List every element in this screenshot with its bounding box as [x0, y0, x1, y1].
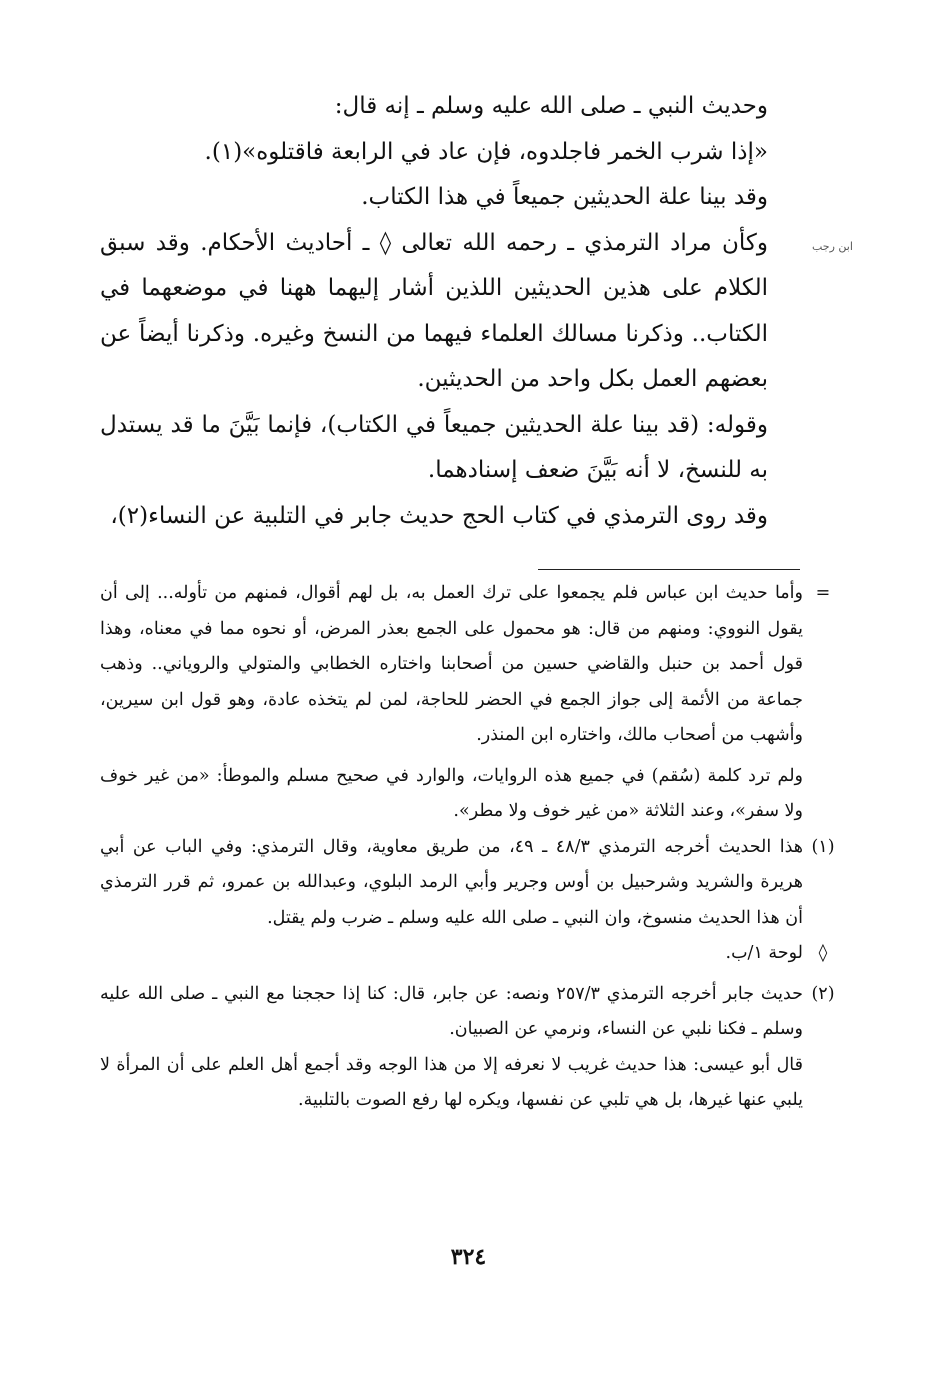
footnote-2-continued: قال أبو عيسى: هذا حديث غريب لا نعرفه إلا من هذا الوجه وقد أجمع أهل العلم على أن المرأة لا يلبي عنها غيرها، بل هي تلبي عن نفسها، ويكره لها رفع الصوت بالتلبية.: [100, 1054, 803, 1110]
footnote-2: [100, 977, 835, 1048]
folio-mark: ◊: [818, 943, 828, 963]
main-paragraph-4: وكأن مراد الترمذي ـ رحمه الله تعالى ◊ ـ أحاديث الأحكام. وقد سبق الكلام على هذين الحديثين اللذين أشار إليهما ههنا في موضعهما في الكتاب.. وذكرنا مسالك العلماء فيهما من النسخ وغيره. وذكرنا أيضاً عن بعضهم العمل بكل واحد من الحديثين.: [100, 229, 768, 392]
footnote-1: [100, 830, 835, 937]
main-paragraph-1: وحديث النبي ـ صلى الله عليه وسلم ـ إنه قال:: [334, 93, 768, 119]
continuation-mark: =: [815, 583, 831, 603]
main-paragraph-5: وقوله: (قد بينا علة الحديثين جميعاً في الكتاب)، فإنما بَيَّنَ ما قد يستدل به للنسخ، لا أنه بَيَّنَ ضعف إسنادهما.: [100, 411, 768, 483]
footnote-folio: [100, 936, 828, 972]
footnote-1-text: هذا الحديث أخرجه الترمذي ٤٨/٣ ـ ٤٩، من طريق معاوية، وقال الترمذي: وفي الباب عن أبي هريرة والشريد وشرحبيل بن أوس وجرير وأبي الرمد البلوي، وعبدالله بن عمرو، ثم قرر الترمذي أن هذا الحديث منسوخ، وان النبي ـ صلى الله عليه وسلم ـ ضرب ولم يقتل.: [100, 836, 804, 928]
footnote-2-text: حديث جابر أخرجه الترمذي ٢٥٧/٣ ونصه: عن جابر، قال: كنا إذا حججنا مع النبي ـ صلى الله عليه وسلم ـ فكنا نلبي عن النساء، ونرمي عن الصبيان.: [100, 983, 803, 1039]
footnote-continuation-text: وأما حديث ابن عباس فلم يجمعوا على ترك العمل به، بل لهم أقوال، فمنهم من تأوله... إلى أن يقول النووي: ومنهم من قال: هو محمول على الجمع بعذر المرض، أو نحوه مما في معناه، وهذا قول أحمد بن حنبل والقاضي حسين من أصحابنا واختاره الخطابي والمتولي والروياني.. وذهب جماعة من الأئمة إلى جواز الجمع في الحضر للحاجة، لمن لم يتخذه عادة، وهو قول ابن سيرين، وأشهب من أصحاب مالك، واختاره ابن المنذر.: [100, 583, 803, 745]
main-paragraph-3: وقد بينا علة الحديثين جميعاً في هذا الكتاب.: [361, 184, 768, 210]
footnotes: [100, 576, 835, 1119]
footnote-continuation-2: ولم ترد كلمة (سُقم) في جميع هذه الروايات، والوارد في صحيح مسلم والموطأ: «من غير خوف ولا سفر»، وعند الثلاثة «من غير خوف ولا مطر».: [100, 765, 803, 821]
main-paragraph-6: وقد روى الترمذي في كتاب الحج حديث جابر في التلبية عن النساء(٢)،: [110, 502, 768, 529]
footnote-1-mark: (١): [811, 836, 835, 857]
page-number: ٣٢٤: [450, 1244, 487, 1270]
footnote-folio-text: لوحة ١/ب.: [725, 943, 803, 963]
footnote-separator: [538, 569, 800, 570]
footnote-2-mark: (٢): [811, 983, 835, 1004]
main-text: [100, 84, 812, 539]
handwritten-margin-note: ابن رجب: [812, 240, 853, 253]
main-paragraph-2: «إذا شرب الخمر فاجلدوه، فإن عاد في الرابعة فاقتلوه»(١).: [204, 138, 768, 165]
footnote-continuation: [100, 576, 831, 754]
